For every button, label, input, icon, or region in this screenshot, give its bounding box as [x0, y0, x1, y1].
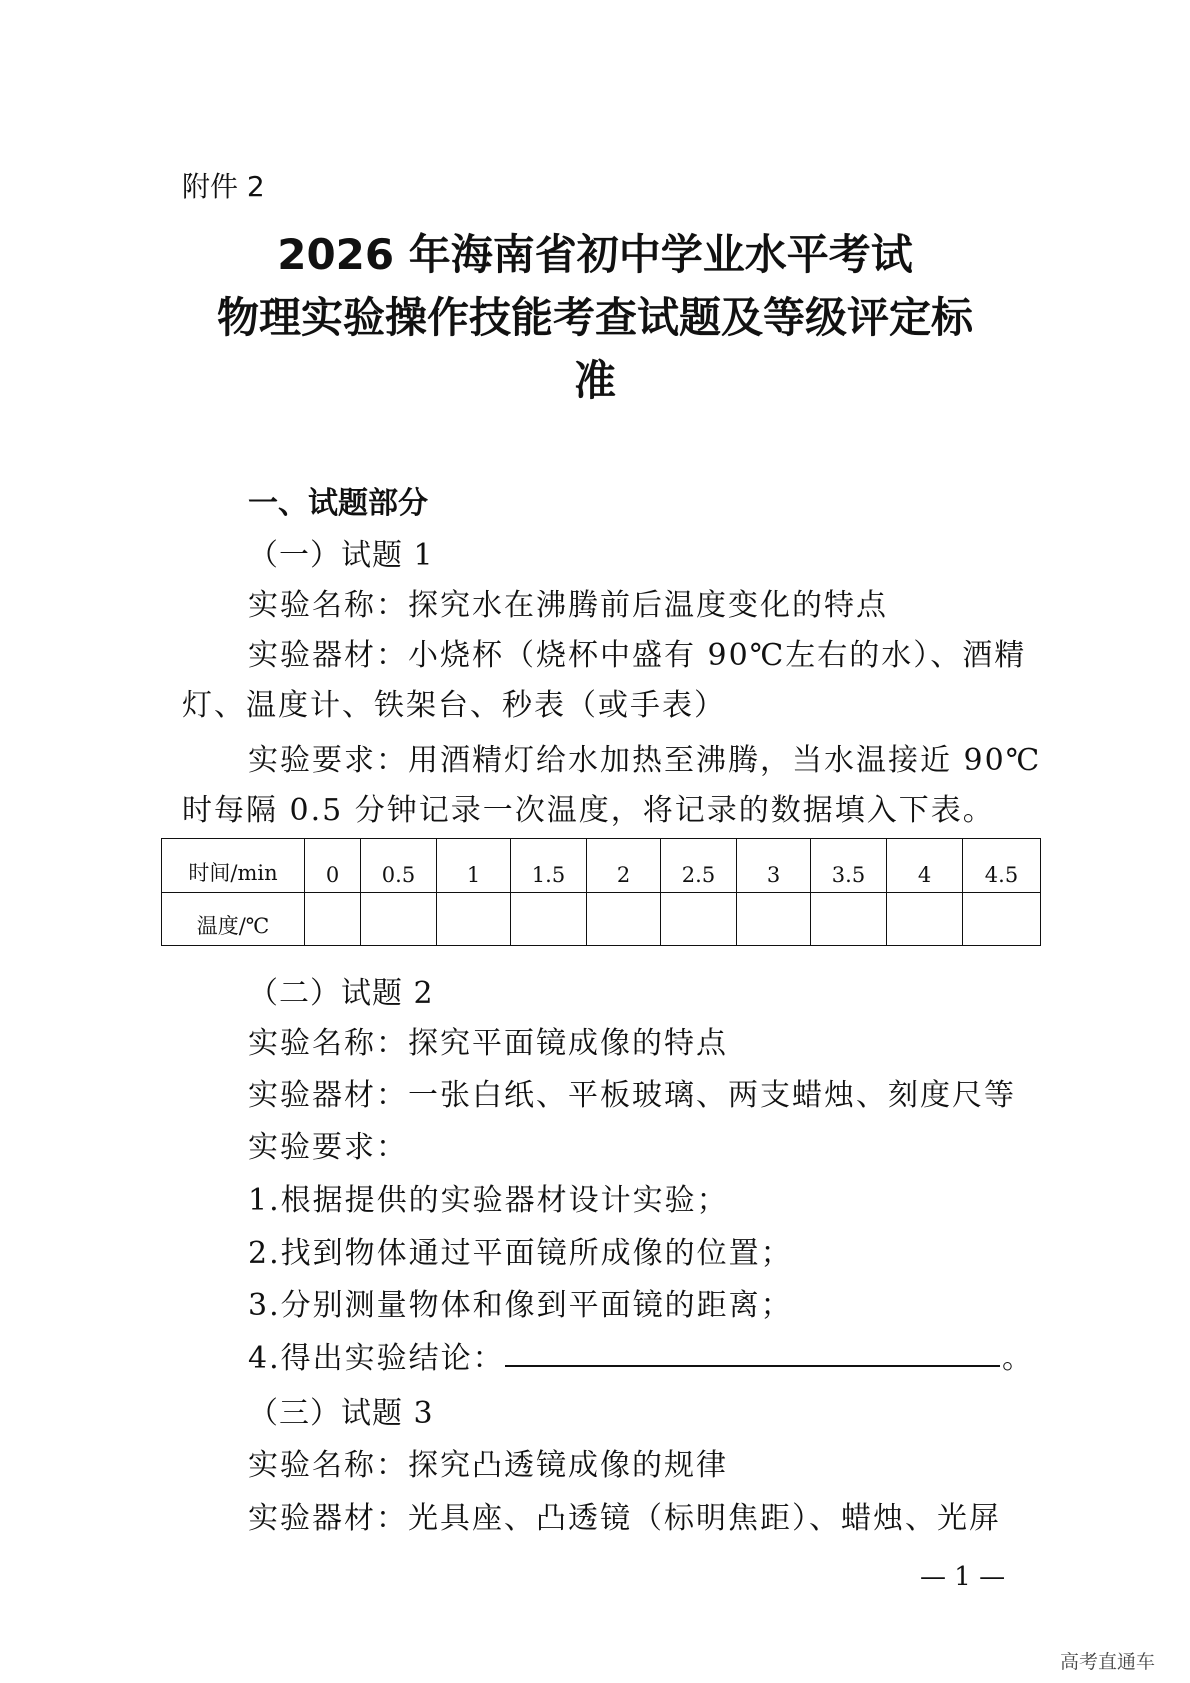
q1-requirement-line-2: 时每隔 0.5 分钟记录一次温度，将记录的数据填入下表。 [182, 793, 995, 828]
time-cell: 0.5 [361, 839, 437, 893]
section-heading: 一、试题部分 [248, 486, 428, 521]
q1-requirement-line-1: 实验要求：用酒精灯给水加热至沸腾，当水温接近 90℃ [248, 743, 1042, 778]
temperature-entry-cell [361, 892, 437, 946]
q3-name: 实验名称：探究凸透镜成像的规律 [248, 1448, 728, 1483]
document-title-line-3: 准 [573, 356, 616, 405]
conclusion-end-mark: 。 [1002, 1341, 1034, 1376]
q2-requirement-item: 4.得出实验结论： [248, 1341, 505, 1376]
document-title-line-2: 物理实验操作技能考查试题及等级评定标 [216, 293, 973, 342]
temperature-record-table [161, 838, 1041, 946]
q2-heading: （二）试题 2 [248, 976, 434, 1011]
table-row-time [162, 839, 1041, 893]
time-cell: 4.5 [963, 839, 1041, 893]
time-cell: 3 [737, 839, 811, 893]
time-cell: 0 [305, 839, 361, 893]
temperature-entry-cell [511, 892, 587, 946]
q2-requirement-item: 2.找到物体通过平面镜所成像的位置； [248, 1236, 793, 1271]
q1-equipment-line-1: 实验器材：小烧杯（烧杯中盛有 90℃左右的水）、酒精 [248, 638, 1027, 673]
temperature-entry-cell [811, 892, 887, 946]
document-title-line-1: 2026 年海南省初中学业水平考试 [277, 230, 913, 279]
temperature-entry-cell [437, 892, 511, 946]
temperature-entry-cell [737, 892, 811, 946]
q2-requirement-label: 实验要求： [248, 1130, 408, 1165]
time-cell: 4 [887, 839, 963, 893]
temperature-entry-cell [887, 892, 963, 946]
time-cell: 1.5 [511, 839, 587, 893]
time-cell: 3.5 [811, 839, 887, 893]
q2-equipment: 实验器材：一张白纸、平板玻璃、两支蜡烛、刻度尺等 [248, 1078, 1016, 1113]
temperature-entry-cell [305, 892, 361, 946]
temperature-entry-cell [661, 892, 737, 946]
time-cell: 1 [437, 839, 511, 893]
table-row-temperature [162, 892, 1041, 946]
attachment-label: 附件 2 [182, 170, 265, 203]
q2-requirement-item: 3.分别测量物体和像到平面镜的距离； [248, 1288, 793, 1323]
watermark-text: 高考直通车 [1060, 1651, 1156, 1673]
q1-heading: （一）试题 1 [248, 538, 434, 573]
temperature-header-cell: 温度/℃ [162, 892, 305, 946]
time-cell: 2 [587, 839, 661, 893]
q1-equipment-line-2: 灯、温度计、铁架台、秒表（或手表） [182, 688, 726, 723]
q3-heading: （三）试题 3 [248, 1396, 434, 1431]
q2-requirement-item: 1.根据提供的实验器材设计实验； [248, 1183, 729, 1218]
temperature-entry-cell [963, 892, 1041, 946]
time-header-cell: 时间/min [162, 839, 305, 893]
q1-name: 实验名称：探究水在沸腾前后温度变化的特点 [248, 588, 888, 623]
conclusion-answer-blank [505, 1365, 1000, 1367]
page-number: — 1 — [920, 1562, 1006, 1592]
time-cell: 2.5 [661, 839, 737, 893]
q2-name: 实验名称：探究平面镜成像的特点 [248, 1026, 728, 1061]
q3-equipment: 实验器材：光具座、凸透镜（标明焦距）、蜡烛、光屏 [248, 1501, 1001, 1536]
temperature-entry-cell [587, 892, 661, 946]
